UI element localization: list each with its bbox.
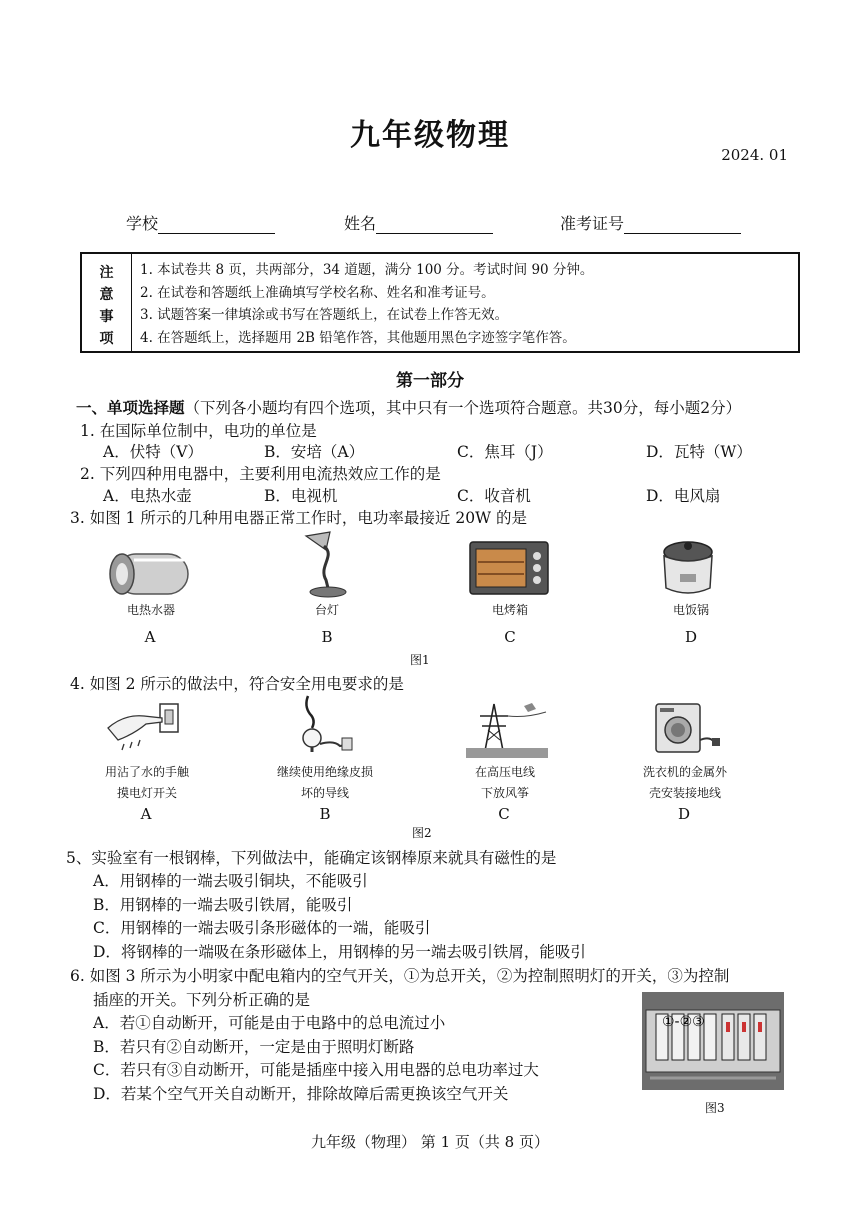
fig2-caption-b <box>260 762 390 804</box>
fig1-caption-d: 电饭锅 <box>672 603 709 617</box>
wet-hand-switch-image <box>104 700 182 754</box>
exam-date: 2024. 01 <box>721 146 788 164</box>
fig2-caption-line: 下放风筝 <box>480 786 529 800</box>
school-field <box>126 211 275 234</box>
notice-head-char: 事 <box>99 309 114 325</box>
fig1-caption-a: 电热水器 <box>126 603 175 617</box>
oven-image <box>468 540 550 598</box>
notice-item: 3. 试题答案一律填涂或书写在答题纸上，在试卷上作答无效。 <box>140 307 509 323</box>
name-blank <box>376 216 493 234</box>
q1-option-b: B．安培（A） <box>264 443 365 461</box>
notice-head-char: 注 <box>99 265 114 281</box>
q2-option-b: B．电视机 <box>264 487 338 505</box>
q5-option-a: A．用钢棒的一端去吸引铜块，不能吸引 <box>93 872 368 890</box>
fig2-caption-a <box>82 762 212 804</box>
q6-option-c: C．若只有③自动断开，可能是插座中接入用电器的总电功率过大 <box>93 1061 539 1079</box>
fig1-letter-a: A <box>144 628 156 646</box>
power-line-kite-image <box>466 700 548 758</box>
fig2-caption-line: 洗衣机的金属外 <box>642 765 727 779</box>
figure-1-label: 图1 <box>410 653 430 667</box>
damaged-wire-image <box>290 694 358 758</box>
q1-option-a: A．伏特（V） <box>103 443 203 461</box>
notice-head-char: 意 <box>99 287 114 303</box>
q5-stem: 5、实验室有一根钢棒，下列做法中，能确定该钢棒原来就具有磁性的是 <box>66 849 557 867</box>
q1-stem: 1. 在国际单位制中，电功的单位是 <box>80 422 317 440</box>
water-heater-image <box>104 548 192 600</box>
q2-option-a: A．电热水壶 <box>103 487 192 505</box>
washing-machine-image <box>652 700 722 756</box>
fig2-letter-d: D <box>677 805 691 823</box>
q1-option-d: D．瓦特（W） <box>646 443 752 461</box>
q5-option-c: C．用钢棒的一端去吸引条形磁体的一端，能吸引 <box>93 919 431 937</box>
exam-number-field <box>560 211 741 234</box>
exam-number-label: 准考证号 <box>560 214 625 233</box>
fig2-letter-c: C <box>498 805 510 823</box>
fig1-letter-b: B <box>321 628 333 646</box>
q6-option-b: B．若只有②自动断开，一定是由于照明灯断路 <box>93 1038 415 1056</box>
fig2-letter-b: B <box>319 805 331 823</box>
fig2-caption-line: 在高压电线 <box>474 765 535 779</box>
fig2-caption-c <box>440 762 570 804</box>
q6-option-a: A．若①自动断开，可能是由于电路中的总电流过小 <box>93 1014 446 1032</box>
page-title: 九年级物理 <box>350 118 510 153</box>
fig2-caption-line: 摸电灯开关 <box>116 786 177 800</box>
desk-lamp-image <box>300 530 356 600</box>
school-blank <box>158 216 275 234</box>
section-heading <box>76 396 741 418</box>
q4-stem: 4. 如图 2 所示的做法中，符合安全用电要求的是 <box>70 675 404 693</box>
q6-option-d: D．若某个空气开关自动断开，排除故障后需更换该空气开关 <box>93 1085 509 1103</box>
q2-stem: 2. 下列四种用电器中，主要利用电流热效应工作的是 <box>80 465 441 483</box>
circuit-breaker-photo <box>642 992 784 1090</box>
q6-stem-line1: 6. 如图 3 所示为小明家中配电箱内的空气开关，①为总开关，②为控制照明灯的开关，③为控制 <box>70 967 730 985</box>
name-field <box>344 211 493 234</box>
fig1-caption-c: 电烤箱 <box>491 603 528 617</box>
fig1-caption-b: 台灯 <box>314 603 339 617</box>
notice-box <box>80 252 800 353</box>
fig1-letter-c: C <box>504 628 516 646</box>
notice-head-char: 项 <box>99 331 114 347</box>
notice-item: 1. 本试卷共 8 页，共两部分，34 道题，满分 100 分。考试时间 90 分钟。 <box>140 262 594 278</box>
name-label: 姓名 <box>344 214 377 233</box>
q5-option-d: D．将钢棒的一端吸在条形磁体上，用钢棒的另一端去吸引铁屑，能吸引 <box>93 943 586 961</box>
fig2-caption-line: 继续使用绝缘皮损 <box>276 765 373 779</box>
fig1-letter-d: D <box>684 628 698 646</box>
q5-option-b: B．用钢棒的一端去吸引铁屑，能吸引 <box>93 896 353 914</box>
notice-list <box>140 259 593 349</box>
fig2-caption-line: 坏的导线 <box>300 786 349 800</box>
notice-heading <box>82 254 132 351</box>
school-label: 学校 <box>126 214 159 233</box>
part-title: 第一部分 <box>396 371 464 391</box>
breaker-marks: ①-②③ <box>662 1014 705 1030</box>
section-title: 一、单项选择题 <box>76 398 185 417</box>
exam-number-blank <box>624 216 741 234</box>
page-footer: 九年级（物理） 第 1 页（共 8 页） <box>311 1133 549 1151</box>
fig2-letter-a: A <box>140 805 152 823</box>
fig2-caption-line: 用沾了水的手触 <box>104 765 189 779</box>
notice-item: 2. 在试卷和答题纸上准确填写学校名称、姓名和准考证号。 <box>140 284 495 301</box>
q2-option-d: D．电风扇 <box>646 487 721 505</box>
section-note: （下列各小题均有四个选项，其中只有一个选项符合题意。共30分，每小题2分） <box>184 399 742 417</box>
q2-option-c: C．收音机 <box>457 487 531 505</box>
q6-stem-line2: 插座的开关。下列分析正确的是 <box>93 991 311 1009</box>
rice-cooker-image <box>656 538 720 600</box>
notice-item: 4. 在答题纸上，选择题用 2B 铅笔作答，其他题用黑色字迹签字笔作答。 <box>140 329 576 346</box>
q3-stem: 3. 如图 1 所示的几种用电器正常工作时，电功率最接近 20W 的是 <box>70 509 527 527</box>
fig2-caption-line: 壳安装接地线 <box>648 786 721 800</box>
figure-2-label: 图2 <box>412 826 432 840</box>
q1-option-c: C．焦耳（J） <box>457 443 553 461</box>
figure-3-label: 图3 <box>705 1101 725 1115</box>
fig2-caption-d <box>620 762 750 804</box>
